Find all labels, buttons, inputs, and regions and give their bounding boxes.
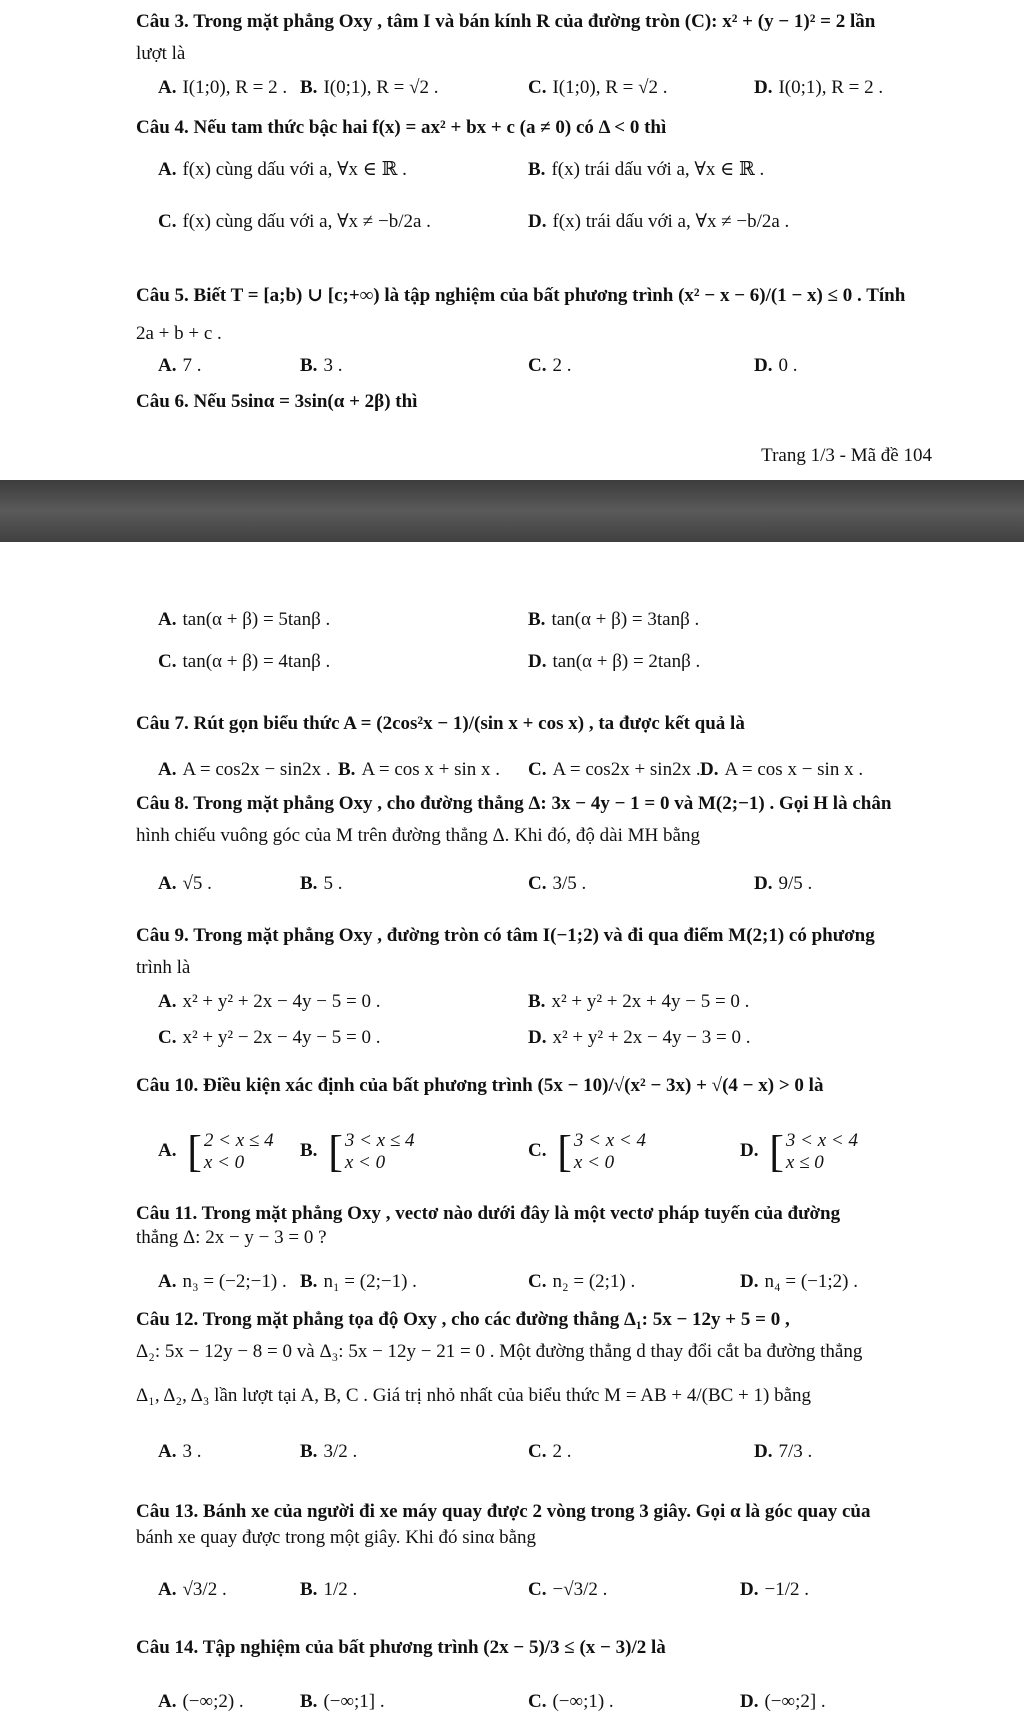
q14-option-b[interactable]: B. (−∞;1] . <box>300 1691 385 1712</box>
q5-option-b[interactable]: B. 3 . <box>300 355 343 376</box>
q10-option-c[interactable]: C. [ 3 < x < 4 x < 0 <box>528 1127 646 1176</box>
q3-stem-line-1: Câu 3. Trong mặt phẳng Oxy , tâm I và bán kính R của đường tròn (C): x² + (y − 1)² = 2 lần <box>136 11 876 32</box>
q14-option-d[interactable]: D. (−∞;2] . <box>740 1691 826 1712</box>
q10-option-b[interactable]: B. [ 3 < x ≤ 4 x < 0 <box>300 1127 415 1176</box>
page-break-bar <box>0 480 1024 542</box>
q14-stem: Câu 14. Tập nghiệm của bất phương trình (2x − 5)/3 ≤ (x − 3)/2 là <box>136 1637 666 1658</box>
q5-stem-line-2: 2a + b + c . <box>136 323 222 344</box>
q3-option-c[interactable]: C. I(1;0), R = √2 . <box>528 77 668 98</box>
q12-option-d[interactable]: D. 7/3 . <box>754 1441 813 1462</box>
q13-stem-line-1: Câu 13. Bánh xe của người đi xe máy quay được 2 vòng trong 3 giây. Gọi α là góc quay của <box>136 1501 871 1522</box>
q6-option-d[interactable]: D. tan(α + β) = 2tanβ . <box>528 651 701 672</box>
q5-option-c[interactable]: C. 2 . <box>528 355 572 376</box>
q9-option-a[interactable]: A. x² + y² + 2x − 4y − 5 = 0 . <box>158 991 381 1012</box>
q8-option-b[interactable]: B. 5 . <box>300 873 343 894</box>
q8-stem-line-1: Câu 8. Trong mặt phẳng Oxy , cho đường thẳng Δ: 3x − 4y − 1 = 0 và M(2;−1) . Gọi H là chân <box>136 793 892 814</box>
q6-option-c[interactable]: C. tan(α + β) = 4tanβ . <box>158 651 331 672</box>
q4-stem: Câu 4. Nếu tam thức bậc hai f(x) = ax² + bx + c (a ≠ 0) có Δ < 0 thì <box>136 117 667 138</box>
q12-option-b[interactable]: B. 3/2 . <box>300 1441 358 1462</box>
q7-option-a[interactable]: A. A = cos2x − sin2x . <box>158 759 331 780</box>
q8-stem-line-2: hình chiếu vuông góc của M trên đường thẳng Δ. Khi đó, độ dài MH bằng <box>136 825 700 846</box>
q7-stem: Câu 7. Rút gọn biểu thức A = (2cos²x − 1)/(sin x + cos x) , ta được kết quả là <box>136 713 745 734</box>
q13-option-b[interactable]: B. 1/2 . <box>300 1579 358 1600</box>
q14-option-a[interactable]: A. (−∞;2) . <box>158 1691 244 1712</box>
q9-option-d[interactable]: D. x² + y² + 2x − 4y − 3 = 0 . <box>528 1027 751 1048</box>
q4-option-d[interactable]: D. f(x) trái dấu với a, ∀x ≠ −b/2a . <box>528 211 790 232</box>
q3-option-b[interactable]: B. I(0;1), R = √2 . <box>300 77 439 98</box>
q10-option-d[interactable]: D. [ 3 < x < 4 x ≤ 0 <box>740 1127 858 1176</box>
q8-option-a[interactable]: A. √5 . <box>158 873 212 894</box>
q12-option-c[interactable]: C. 2 . <box>528 1441 572 1462</box>
q6-option-a[interactable]: A. tan(α + β) = 5tanβ . <box>158 609 331 630</box>
q9-option-b[interactable]: B. x² + y² + 2x + 4y − 5 = 0 . <box>528 991 750 1012</box>
q3-option-d[interactable]: D. I(0;1), R = 2 . <box>754 77 884 98</box>
q12-option-a[interactable]: A. 3 . <box>158 1441 202 1462</box>
q11-option-b[interactable]: B. n₁ = (2;−1) . <box>300 1271 417 1292</box>
q12-stem-line-3: Δ₁, Δ₂, Δ₃ lần lượt tại A, B, C . Giá trị nhỏ nhất của biểu thức M = AB + 4/(BC + 1) bằng <box>136 1385 812 1406</box>
page-footer: Trang 1/3 - Mã đề 104 <box>761 445 932 466</box>
q8-option-d[interactable]: D. 9/5 . <box>754 873 813 894</box>
q3-stem-line-2: lượt là <box>136 43 186 64</box>
q6-option-b[interactable]: B. tan(α + β) = 3tanβ . <box>528 609 700 630</box>
q6-stem: Câu 6. Nếu 5sinα = 3sin(α + 2β) thì <box>136 391 418 412</box>
q8-option-c[interactable]: C. 3/5 . <box>528 873 587 894</box>
q11-option-d[interactable]: D. n₄ = (−1;2) . <box>740 1271 858 1292</box>
q12-stem-line-1: Câu 12. Trong mặt phẳng tọa độ Oxy , cho các đường thẳng Δ₁: 5x − 12y + 5 = 0 , <box>136 1309 790 1330</box>
q5-option-d[interactable]: D. 0 . <box>754 355 798 376</box>
q11-option-a[interactable]: A. n₃ = (−2;−1) . <box>158 1271 287 1292</box>
q13-stem-line-2: bánh xe quay được trong một giây. Khi đó sinα bằng <box>136 1527 537 1548</box>
q11-stem-line-2: thẳng Δ: 2x − y − 3 = 0 ? <box>136 1227 327 1248</box>
q5-stem-line-1: Câu 5. Biết T = [a;b) ∪ [c;+∞) là tập nghiệm của bất phương trình (x² − x − 6)/(1 − x) ≤ 0 . Tính <box>136 285 906 306</box>
q9-stem-line-2: trình là <box>136 957 191 978</box>
q12-stem-line-2: Δ₂: 5x − 12y − 8 = 0 và Δ₃: 5x − 12y − 21 = 0 . Một đường thẳng d thay đổi cắt ba đường thẳng <box>136 1341 863 1362</box>
q4-option-a[interactable]: A. f(x) cùng dấu với a, ∀x ∈ ℝ . <box>158 159 407 180</box>
q4-option-c[interactable]: C. f(x) cùng dấu với a, ∀x ≠ −b/2a . <box>158 211 431 232</box>
q4-option-b[interactable]: B. f(x) trái dấu với a, ∀x ∈ ℝ . <box>528 159 765 180</box>
q13-option-d[interactable]: D. −1/2 . <box>740 1579 809 1600</box>
q7-option-d[interactable]: D. A = cos x − sin x . <box>700 759 864 780</box>
q9-option-c[interactable]: C. x² + y² − 2x − 4y − 5 = 0 . <box>158 1027 381 1048</box>
q9-stem-line-1: Câu 9. Trong mặt phẳng Oxy , đường tròn có tâm I(−1;2) và đi qua điểm M(2;1) có phương <box>136 925 875 946</box>
q5-option-a[interactable]: A. 7 . <box>158 355 202 376</box>
q14-option-c[interactable]: C. (−∞;1) . <box>528 1691 614 1712</box>
q11-stem-line-1: Câu 11. Trong mặt phẳng Oxy , vectơ nào dưới đây là một vectơ pháp tuyến của đường <box>136 1203 841 1224</box>
q10-stem: Câu 10. Điều kiện xác định của bất phương trình (5x − 10)/√(x² − 3x) + √(4 − x) > 0 là <box>136 1075 824 1096</box>
q11-option-c[interactable]: C. n₂ = (2;1) . <box>528 1271 636 1292</box>
q7-option-b[interactable]: B. A = cos x + sin x . <box>338 759 501 780</box>
q3-option-a[interactable]: A. I(1;0), R = 2 . <box>158 77 288 98</box>
q7-option-c[interactable]: C. A = cos2x + sin2x . <box>528 759 701 780</box>
q10-option-a[interactable]: A. [ 2 < x ≤ 4 x < 0 <box>158 1127 274 1176</box>
q13-option-a[interactable]: A. √3/2 . <box>158 1579 227 1600</box>
q13-option-c[interactable]: C. −√3/2 . <box>528 1579 608 1600</box>
